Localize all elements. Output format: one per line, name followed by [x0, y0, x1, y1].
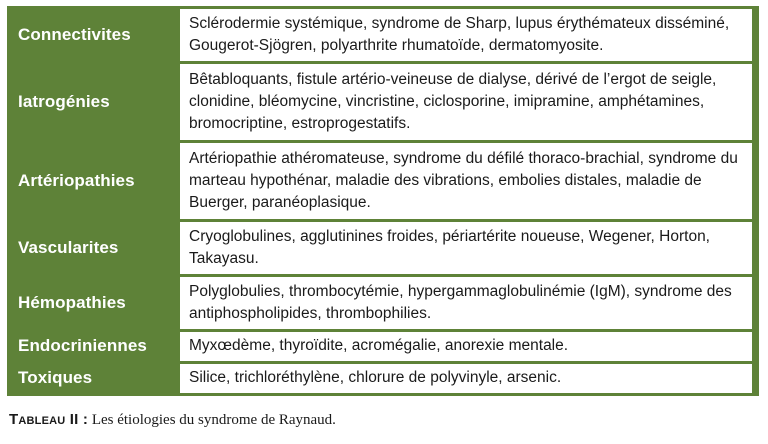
table-row	[7, 143, 759, 219]
table-row	[7, 222, 759, 274]
table-caption	[9, 411, 336, 429]
table-row	[7, 9, 759, 61]
row-description: Bêtabloquants, fistule artério-veineuse de dialyse, dérivé de l’ergot de seigle, clonidine, bléomycine, vincristine, ciclosporine, imipramine, amphétamines, bromocriptine, estroprogestatifs.	[180, 64, 759, 140]
caption-text: Les étiologies du syndrome de Raynaud.	[88, 412, 336, 428]
row-category: Connectivites	[18, 24, 131, 44]
caption-label: Tableau II :	[9, 411, 89, 428]
row-category: Iatrogénies	[18, 91, 110, 111]
row-category: Vascularites	[18, 237, 119, 257]
table-row	[7, 364, 759, 393]
row-description: Sclérodermie systémique, syndrome de Sharp, lupus érythémateux disséminé, Gougerot-Sjögren, polyarthrite rhumatoïde, dermatomyosite.	[180, 9, 759, 61]
table-row	[7, 277, 759, 329]
etiologies-table	[7, 6, 759, 396]
row-category: Hémopathies	[18, 292, 126, 312]
row-description: Cryoglobulines, agglutinines froides, périartérite noueuse, Wegener, Horton, Takayasu.	[180, 222, 759, 274]
row-description: Artériopathie athéromateuse, syndrome du défilé thoraco-brachial, syndrome du marteau hypothénar, maladie des vibrations, embolies distales, maladie de Buerger, paranéoplasique.	[180, 143, 759, 219]
row-category: Artériopathies	[18, 170, 135, 190]
table-row	[7, 332, 759, 361]
row-description: Polyglobulies, thrombocytémie, hypergammaglobulinémie (IgM), syndrome des antiphospholipides, thrombophilies.	[180, 277, 759, 329]
row-description: Silice, trichloréthylène, chlorure de polyvinyle, arsenic.	[180, 364, 759, 393]
table-row	[7, 64, 759, 140]
row-category: Endocriniennes	[18, 336, 147, 356]
row-category: Toxiques	[18, 368, 93, 388]
row-description: Myxœdème, thyroïdite, acromégalie, anorexie mentale.	[180, 332, 759, 361]
